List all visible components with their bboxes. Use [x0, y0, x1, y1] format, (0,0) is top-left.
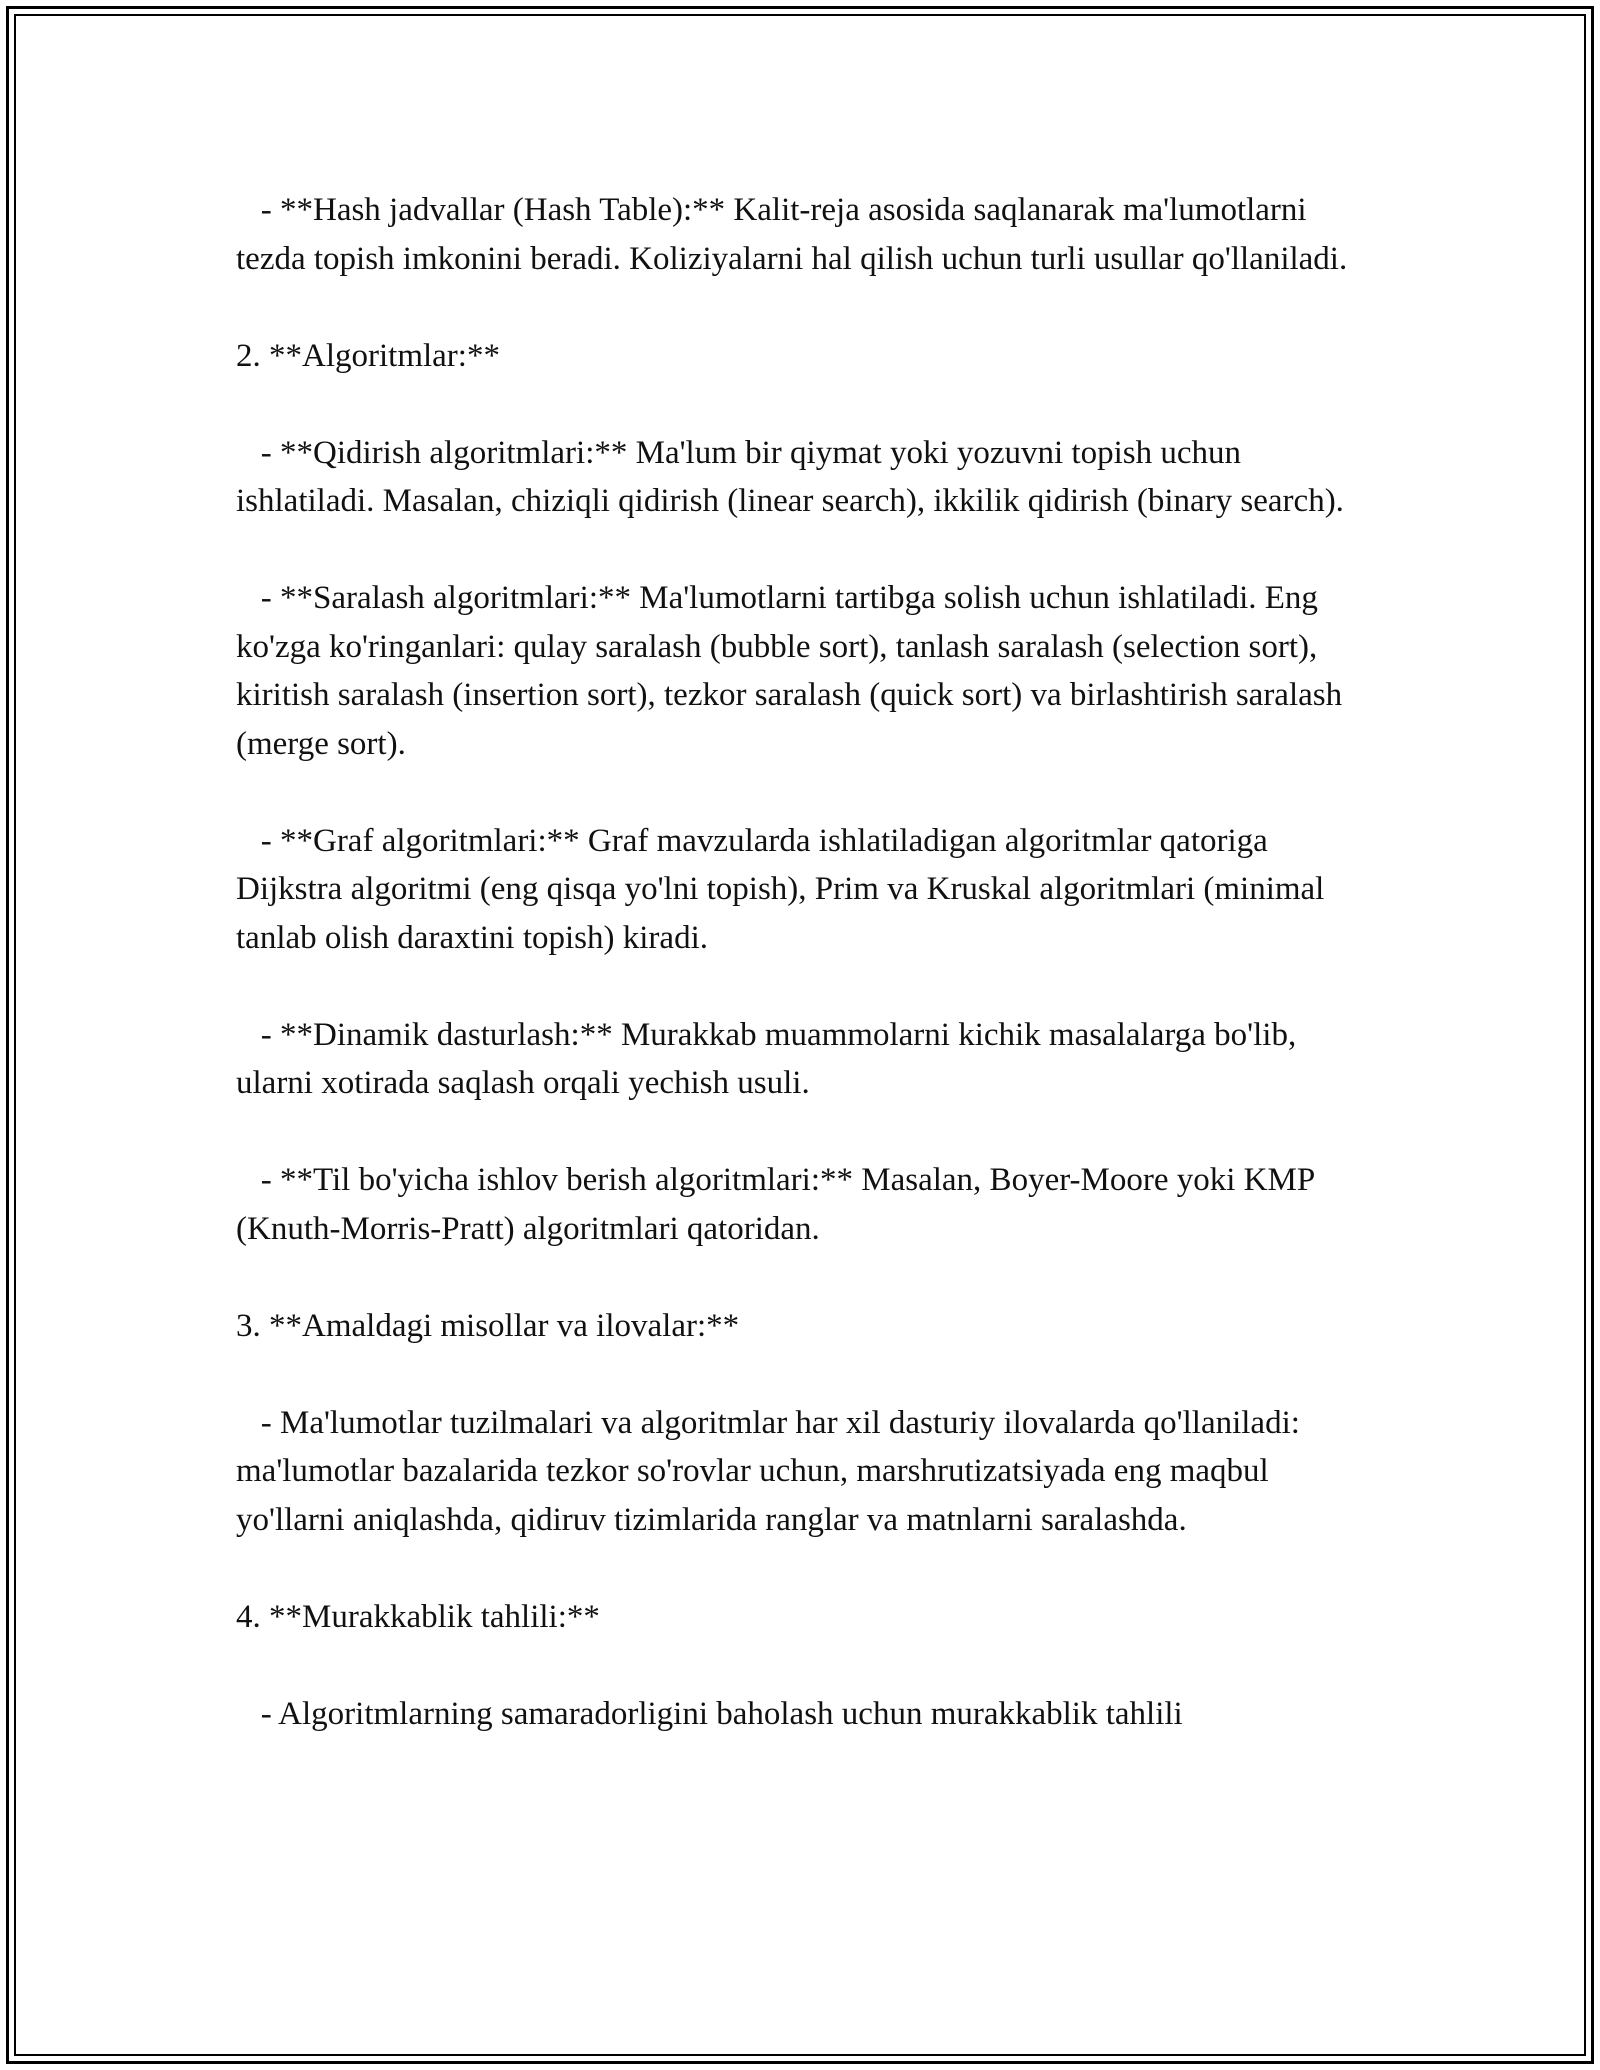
paragraph-applications: - Ma'lumotlar tuzilmalari va algoritmlar har xil dasturiy ilovalarda qo'llaniladi: ma'lumotlar bazalarida tezkor so'rovlar uchun, marshrutizatsiyada eng maqbul yo'llarni aniqlashda, qidiruv tizimlarida ranglar va matnlarni saralashda. — [236, 1404, 1309, 1538]
heading-practical-examples: 3. **Amaldagi misollar va ilovalar:** — [236, 1307, 740, 1344]
paragraph-sorting-algorithms: - **Saralash algoritmlari:** Ma'lumotlarni tartibga solish uchun ishlatiladi. Eng ko'zga ko'ringanlari: qulay saralash (bubble sort), tanlash saralash (selection sort), kiritish saralash (insertion sort), tezkor saralash (quick sort) va birlashtirish saralash (merge sort). — [236, 580, 1351, 762]
paragraph-string-algorithms: - **Til bo'yicha ishlov berish algoritmlari:** Masalan, Boyer-Moore yoki KMP (Knuth-Morris-Pratt) algoritmlari qatoridan. — [236, 1162, 1323, 1247]
paragraph-search-algorithms: - **Qidirish algoritmlari:** Ma'lum bir qiymat yoki yozuvni topish uchun ishlatiladi. Masalan, chiziqli qidirish (linear search), ikkilik qidirish (binary search). — [236, 434, 1344, 519]
paragraph-graph-algorithms: - **Graf algoritmlari:** Graf mavzularda ishlatiladigan algoritmlar qatoriga Dijkstra algoritmi (eng qisqa yo'lni topish), Prim va Kruskal algoritmlari (minimal tanlab olish daraxtini topish) kiradi. — [236, 822, 1333, 956]
paragraph-dynamic-programming: - **Dinamik dasturlash:** Murakkab muammolarni kichik masalalarga bo'lib, ularni xotirada saqlash orqali yechish usuli. — [236, 1016, 1305, 1101]
paragraph-complexity-analysis: - Algoritmlarning samaradorligini baholash uchun murakkablik tahlili — [236, 1695, 1183, 1732]
heading-complexity-analysis: 4. **Murakkablik tahlili:** — [236, 1598, 600, 1635]
paragraph-hash-tables: - **Hash jadvallar (Hash Table):** Kalit-reja asosida saqlanarak ma'lumotlarni tezda topish imkonini beradi. Koliziyalarni hal qilish uchun turli usullar qo'llaniladi. — [236, 192, 1348, 277]
heading-algorithms: 2. **Algoritmlar:** — [236, 337, 500, 374]
document-body — [236, 186, 1366, 1738]
